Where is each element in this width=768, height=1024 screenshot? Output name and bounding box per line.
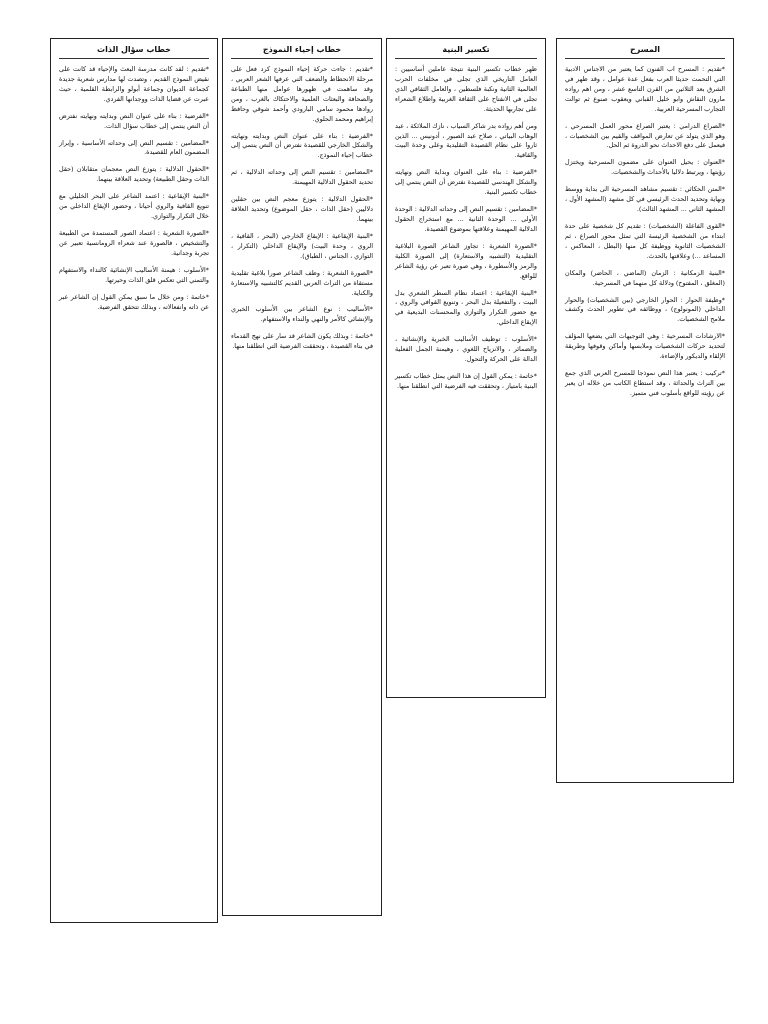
paragraph: *الحقول الدلالية : يتوزع معجم النص بين حقلين دلاليين (حقل الذات ، حقل الموضوع) وتحديد العلاقة بينهما.	[231, 195, 373, 223]
paragraph: *العنوان : يحيل العنوان على مضمون المسرحية ويختزل رؤيتها ، ويرتبط دلاليا بالأحداث والشخصيات.	[565, 158, 725, 177]
paragraph: *تركيب : يعتبر هذا النص نموذجا للمسرح العربي الذي جمع بين التراث والحداثة ، وقد استطاع الكاتب من خلاله ان يعبر عن رؤيته للواقع بأسلوب فني متميز.	[565, 369, 725, 397]
paragraph: *الأسلوب : هيمنة الأساليب الإنشائية كالنداء والاستفهام والتمني التي تعكس قلق الذات وحيرتها.	[59, 265, 209, 284]
paragraph: *الصراع الدرامي : يعتبر الصراع محور العمل المسرحي ، وهو الذي يتولد عن تعارض المواقف والقيم بين الشخصيات ، فيعمل على دفع الاحداث نحو الذروة ثم الحل.	[565, 121, 725, 150]
paragraph: *البنية الزمكانية : الزمان (الماضي ، الحاضر) والمكان (المغلق ، المفتوح) ودلالة كل منهما في المسرحية.	[565, 268, 725, 287]
column-title: المسرح	[565, 45, 725, 59]
paragraph: *وظيفة الحوار : الحوار الخارجي (بين الشخصيات) والحوار الداخلي (المونولوج) ، ووظائفه في تطوير الحدث وكشف ملامح الشخصيات.	[565, 295, 725, 324]
paragraph: *الأساليب : نوع الشاعر بين الأسلوب الخبري والإنشائي كالأمر والنهي والنداء والاستفهام.	[231, 305, 373, 324]
paragraph: *القوى الفاعلة (الشخصيات) : تقديم كل شخصية على حدة ابتداء من الشخصية الرئيسة التي تمثل محور الصراع ، ثم الشخصيات الثانوية ووظيفة كل منها (البطل ، المعاكس ، المساعد ...) وعلاقتها بالحدث.	[565, 221, 725, 260]
paragraph: *تقديم : المسرح اب الفنون كما يعتبر من الاجناس الادبية التي التحمت حديثا العرب بفعل عدة عوامل ، وقد ظهر في الشرق بعد الثلاثين من القرن التاسع عشر ، ومن اهم رواده مارون النقاش وابو خليل القباني ويعقوب صنوع ثم توالت التجارب المسرحية العربية.	[565, 65, 725, 113]
paragraph: ومن أهم رواده بدر شاكر السياب ، نازك الملائكة ، عبد الوهاب البياتي ، صلاح عبد الصبور ، أدونيس ... الذين ثاروا على نظام القصيدة التقليدية وعلى وحدة البيت والقافية.	[395, 121, 537, 160]
paragraph: *المضامين : تقسيم النص إلى وحداته الأساسية ، وإبراز المضمون العام للقصيدة.	[59, 138, 209, 157]
paragraph: *خاتمة : وبذلك يكون الشاعر قد سار على نهج القدماء في بناء القصيدة ، وتحققت الفرضية التي انطلقنا منها.	[231, 332, 373, 351]
column-title: خطاب إحياء النموذج	[231, 45, 373, 59]
paragraph: *المضامين : تقسيم النص إلى وحداته الدلالية ، ثم تحديد الحقول الدلالية المهيمنة.	[231, 168, 373, 187]
paragraph: *الصورة الشعرية : تجاوز الشاعر الصورة البلاغية التقليدية (التشبيه والاستعارة) إلى الصورة الكلية والرمز والأسطورة ، وهي صورة تعبر عن رؤية الشاعر للواقع.	[395, 241, 537, 280]
paragraph: *تقديم : جاءت حركة إحياء النموذج كرد فعل على مرحلة الانحطاط والضعف التي عرفها الشعر العربي ، وقد ساهمت في ظهورها عوامل منها الطباعة والصحافة والبعثات العلمية والاحتكاك بالغرب ، ومن روادها محمود سامي البارودي وأحمد شوقي وحافظ إبراهيم ومحمد الحلوي.	[231, 65, 373, 123]
paragraph: *البنية الإيقاعية : الإيقاع الخارجي (البحر ، القافية ، الروي ، وحدة البيت) والإيقاع الداخلي (التكرار ، التوازي ، الجناس ، الطباق).	[231, 231, 373, 260]
paragraph: *الفرضية : بناء على عنوان النص وبدايته ونهايته نفترض أن النص ينتمي إلى خطاب سؤال الذات.	[59, 111, 209, 130]
paragraph: *البنية الإيقاعية : اعتماد نظام السطر الشعري بدل البيت ، والتفعيلة بدل البحر ، وتنويع القوافي والروي ، مع حضور التكرار والتوازي والمحسنات البديعية في الإيقاع الداخلي.	[395, 288, 537, 327]
paragraph: *الارشادات المسرحية : وهي التوجيهات التي يضعها المؤلف لتحديد حركات الشخصيات وملابسها وأماكن وقوفها وطريقة الإلقاء والديكور والإضاءة.	[565, 332, 725, 361]
column-self-question	[50, 38, 218, 923]
paragraph: *خاتمة : ومن خلال ما سبق يمكن القول إن الشاعر عبر عن ذاته وانفعالاته ، وبذلك تتحقق الفرضية.	[59, 292, 209, 311]
paragraph: *المتن الحكائي : تقسيم مشاهد المسرحية الى بداية ووسط ونهاية وتحديد الحدث الرئيسي في كل مشهد (المشهد الأول ، المشهد الثاني ... المشهد الثالث).	[565, 185, 725, 214]
column-theatre	[556, 38, 734, 783]
paragraph: *الفرضية : بناء على عنوان النص وبدايته ونهايته والشكل الخارجي للقصيدة نفترض أن النص ينتمي إلى خطاب إحياء النموذج.	[231, 131, 373, 160]
paragraph: *الأسلوب : توظيف الأساليب الخبرية والإنشائية ، والضمائر ، والانزياح اللغوي ، وهيمنة الجمل الفعلية الدالة على الحركة والتحول.	[395, 335, 537, 364]
paragraph: *تقديم : لقد كانت مدرسة البعث والإحياء قد كانت على نقيض النموذج القديم ، وتصدت لها مدارس شعرية جديدة كجماعة الديوان وجماعة أبولو والرابطة القلمية ، حيث عبرت عن قضايا الذات ووجدانها الفردي.	[59, 65, 209, 103]
paragraph: *الصورة الشعرية : وظف الشاعر صورا بلاغية تقليدية مستقاة من التراث العربي القديم كالتشبيه والاستعارة والكناية.	[231, 268, 373, 297]
column-breaking-structure	[386, 38, 546, 698]
column-title: خطاب سؤال الذات	[59, 45, 209, 59]
paragraph: ظهر خطاب تكسير البنية نتيجة عاملين أساسيين : العامل التاريخي الذي تجلى في مخلفات الحرب العالمية الثانية ونكبة فلسطين ، والعامل الثقافي الذي تجلى في الانفتاح على الثقافة الغربية واطلاع الشعراء على تجاربها الحديثة.	[395, 65, 537, 113]
paragraph: *الفرضية : بناء على العنوان وبداية النص ونهايته والشكل الهندسي للقصيدة نفترض أن النص ينتمي إلى خطاب تكسير البنية.	[395, 168, 537, 197]
paragraph: *الحقول الدلالية : يتوزع النص معجمان متقابلان (حقل الذات وحقل الطبيعة) وتحديد العلاقة بينهما.	[59, 165, 209, 184]
column-title: تكسير البنية	[395, 45, 537, 59]
paragraph: *البنية الإيقاعية : اعتمد الشاعر على البحر الخليلي مع تنويع القافية والروي أحيانا ، وحضور الإيقاع الداخلي من خلال التكرار والتوازي.	[59, 192, 209, 221]
paragraph: *المضامين : تقسيم النص إلى وحداته الدلالية : الوحدة الأولى ... الوحدة الثانية ... مع استخراج الحقول الدلالية المهيمنة وعلاقتها بموضوع القصيدة.	[395, 205, 537, 233]
paragraph: *خاتمة : يمكن القول إن هذا النص يمثل خطاب تكسير البنية بامتياز ، وتحققت فيه الفرضية التي انطلقنا منها.	[395, 371, 537, 390]
paragraph: *الصورة الشعرية : اعتماد الصور المستمدة من الطبيعة والتشخيص ، فالصورة عند شعراء الرومانسية تعبير عن تجربة وجدانية.	[59, 228, 209, 257]
column-revival-model	[222, 38, 382, 916]
